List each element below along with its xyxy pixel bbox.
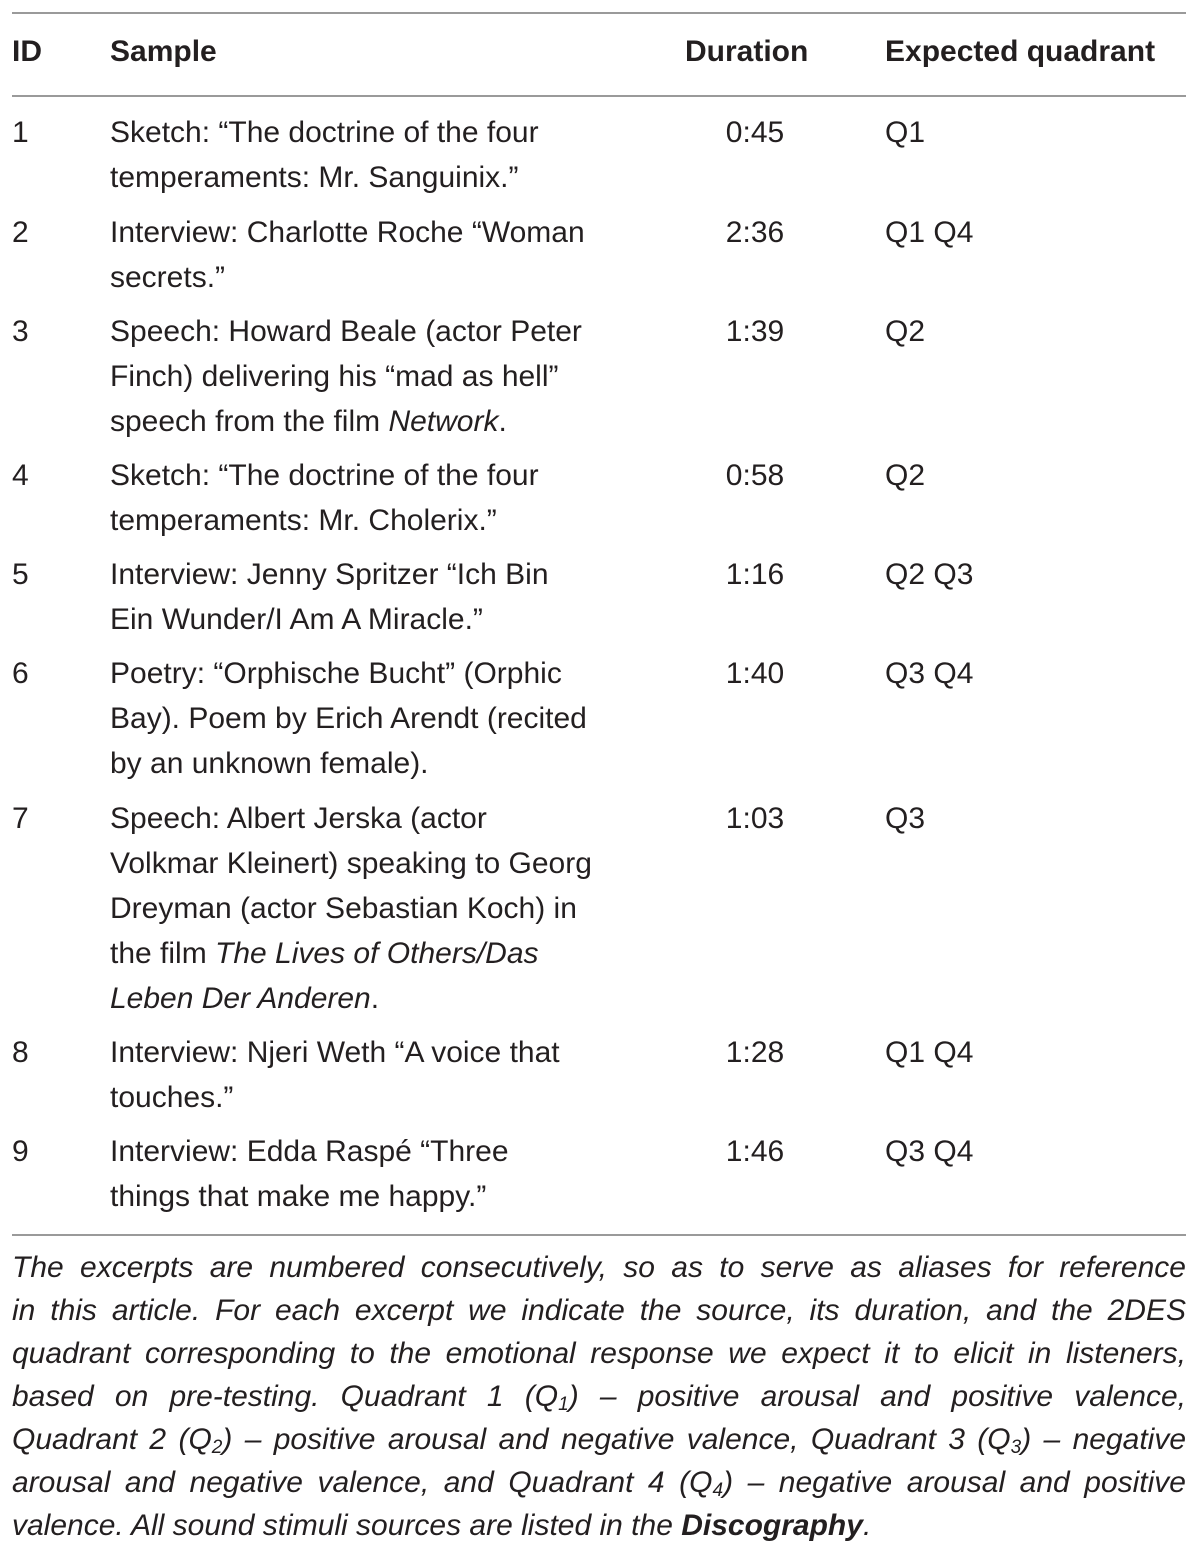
cell-quadrant: Q2	[885, 315, 926, 348]
cell-duration: 0:45	[725, 116, 785, 149]
sample-line: Interview: Edda Raspé “Three	[110, 1135, 509, 1168]
caption-subscript: 4	[712, 1480, 724, 1501]
cell-sample	[110, 1129, 640, 1219]
cell-quadrant: Q3 Q4	[885, 1135, 974, 1168]
cell-quadrant: Q2 Q3	[885, 558, 974, 591]
header-id: ID	[12, 35, 42, 68]
cell-id: 4	[12, 459, 29, 492]
caption-line: in this article. For each excerpt we indicate the source, its duration, and the 2DES	[12, 1294, 1186, 1327]
caption-text: Quadrant 2 (Q	[12, 1423, 212, 1456]
table-top-rule	[12, 12, 1186, 14]
table-header-rule	[12, 95, 1186, 97]
cell-id: 2	[12, 216, 29, 249]
sample-line: Poetry: “Orphische Bucht” (Orphic	[110, 657, 562, 690]
sample-line: Bay). Poem by Erich Arendt (recited	[110, 702, 587, 735]
cell-quadrant: Q3 Q4	[885, 657, 974, 690]
header-expected-quadrant: Expected quadrant	[885, 35, 1156, 68]
cell-duration: 1:46	[725, 1135, 785, 1168]
sample-line: temperaments: Mr. Cholerix.”	[110, 504, 497, 537]
sample-line: Finch) delivering his “mad as hell”	[110, 360, 559, 393]
caption-text: based on pre-testing. Quadrant 1 (Q	[12, 1380, 559, 1413]
sample-line: Ein Wunder/I Am A Miracle.”	[110, 603, 483, 636]
header-duration: Duration	[685, 35, 809, 68]
sample-line	[110, 976, 640, 1021]
cell-quadrant: Q1 Q4	[885, 216, 974, 249]
caption-line: The excerpts are numbered consecutively, so as to serve as aliases for reference	[12, 1251, 1186, 1284]
cell-id: 5	[12, 558, 29, 591]
sample-line	[110, 931, 640, 976]
sample-line: Interview: Jenny Spritzer “Ich Bin	[110, 558, 549, 591]
film-title: Network	[388, 405, 499, 438]
caption-subscript: 2	[211, 1437, 223, 1458]
sample-line: Interview: Charlotte Roche “Woman	[110, 216, 585, 249]
cell-id: 8	[12, 1036, 29, 1069]
sample-tail: .	[370, 982, 380, 1015]
sample-line: things that make me happy.”	[110, 1180, 487, 1213]
caption-text: ) – positive arousal and negative valence, Quadrant 3 (Q	[222, 1423, 1011, 1456]
cell-sample	[110, 309, 640, 444]
header-sample: Sample	[110, 35, 217, 68]
caption-line	[12, 1375, 1186, 1418]
cell-id: 9	[12, 1135, 29, 1168]
cell-duration: 1:40	[725, 657, 785, 690]
caption-text: ) – negative arousal and positive	[723, 1466, 1186, 1499]
cell-duration: 0:58	[725, 459, 785, 492]
sample-line: Volkmar Kleinert) speaking to Georg	[110, 847, 592, 880]
caption-text: arousal and negative valence, and Quadrant 4 (Q	[12, 1466, 713, 1499]
cell-sample	[110, 210, 640, 300]
cell-id: 1	[12, 116, 29, 149]
caption-text: ) – negative	[1021, 1423, 1186, 1456]
sample-line: Sketch: “The doctrine of the four	[110, 116, 539, 149]
caption-line: quadrant corresponding to the emotional response we expect it to elicit in listeners,	[12, 1337, 1186, 1370]
caption-line	[12, 1504, 1186, 1547]
sample-text: the film	[110, 937, 216, 970]
sample-line: by an unknown female).	[110, 747, 429, 780]
cell-duration: 1:03	[725, 802, 785, 835]
cell-sample	[110, 1030, 640, 1120]
cell-sample	[110, 110, 640, 200]
cell-sample	[110, 453, 640, 543]
caption-text: ) – positive arousal and positive valence,	[568, 1380, 1187, 1413]
sample-line: Sketch: “The doctrine of the four	[110, 459, 539, 492]
cell-duration: 1:28	[725, 1036, 785, 1069]
cell-quadrant: Q1	[885, 116, 926, 149]
cell-sample	[110, 796, 640, 1021]
discography-reference: Discography	[681, 1509, 863, 1542]
cell-quadrant: Q3	[885, 802, 926, 835]
caption-line	[12, 1461, 1186, 1504]
sample-line: Speech: Albert Jerska (actor	[110, 802, 487, 835]
caption-subscript: 1	[558, 1394, 569, 1415]
sample-line: touches.”	[110, 1081, 234, 1114]
film-title: Leben Der Anderen	[110, 982, 371, 1015]
sample-line: Dreyman (actor Sebastian Koch) in	[110, 892, 577, 925]
sample-line	[110, 399, 640, 444]
film-title: The Lives of Others/Das	[215, 937, 539, 970]
cell-duration: 2:36	[725, 216, 785, 249]
cell-duration: 1:39	[725, 315, 785, 348]
cell-quadrant: Q2	[885, 459, 926, 492]
caption-text: .	[862, 1509, 872, 1542]
table-caption	[12, 1246, 1186, 1547]
sample-line: secrets.”	[110, 261, 226, 294]
sample-tail: .	[498, 405, 507, 438]
cell-quadrant: Q1 Q4	[885, 1036, 974, 1069]
cell-sample	[110, 552, 640, 642]
cell-id: 7	[12, 802, 29, 835]
cell-id: 3	[12, 315, 29, 348]
sample-line: temperaments: Mr. Sanguinix.”	[110, 161, 519, 194]
sample-line: Speech: Howard Beale (actor Peter	[110, 315, 582, 348]
caption-subscript: 3	[1010, 1437, 1022, 1458]
cell-duration: 1:16	[725, 558, 785, 591]
table-bottom-rule	[12, 1234, 1186, 1236]
cell-id: 6	[12, 657, 29, 690]
caption-text: valence. All sound stimuli sources are listed in the	[12, 1509, 682, 1542]
sample-text: speech from the film	[110, 405, 389, 438]
sample-line: Interview: Njeri Weth “A voice that	[110, 1036, 560, 1069]
cell-sample	[110, 651, 640, 786]
caption-line	[12, 1418, 1186, 1461]
